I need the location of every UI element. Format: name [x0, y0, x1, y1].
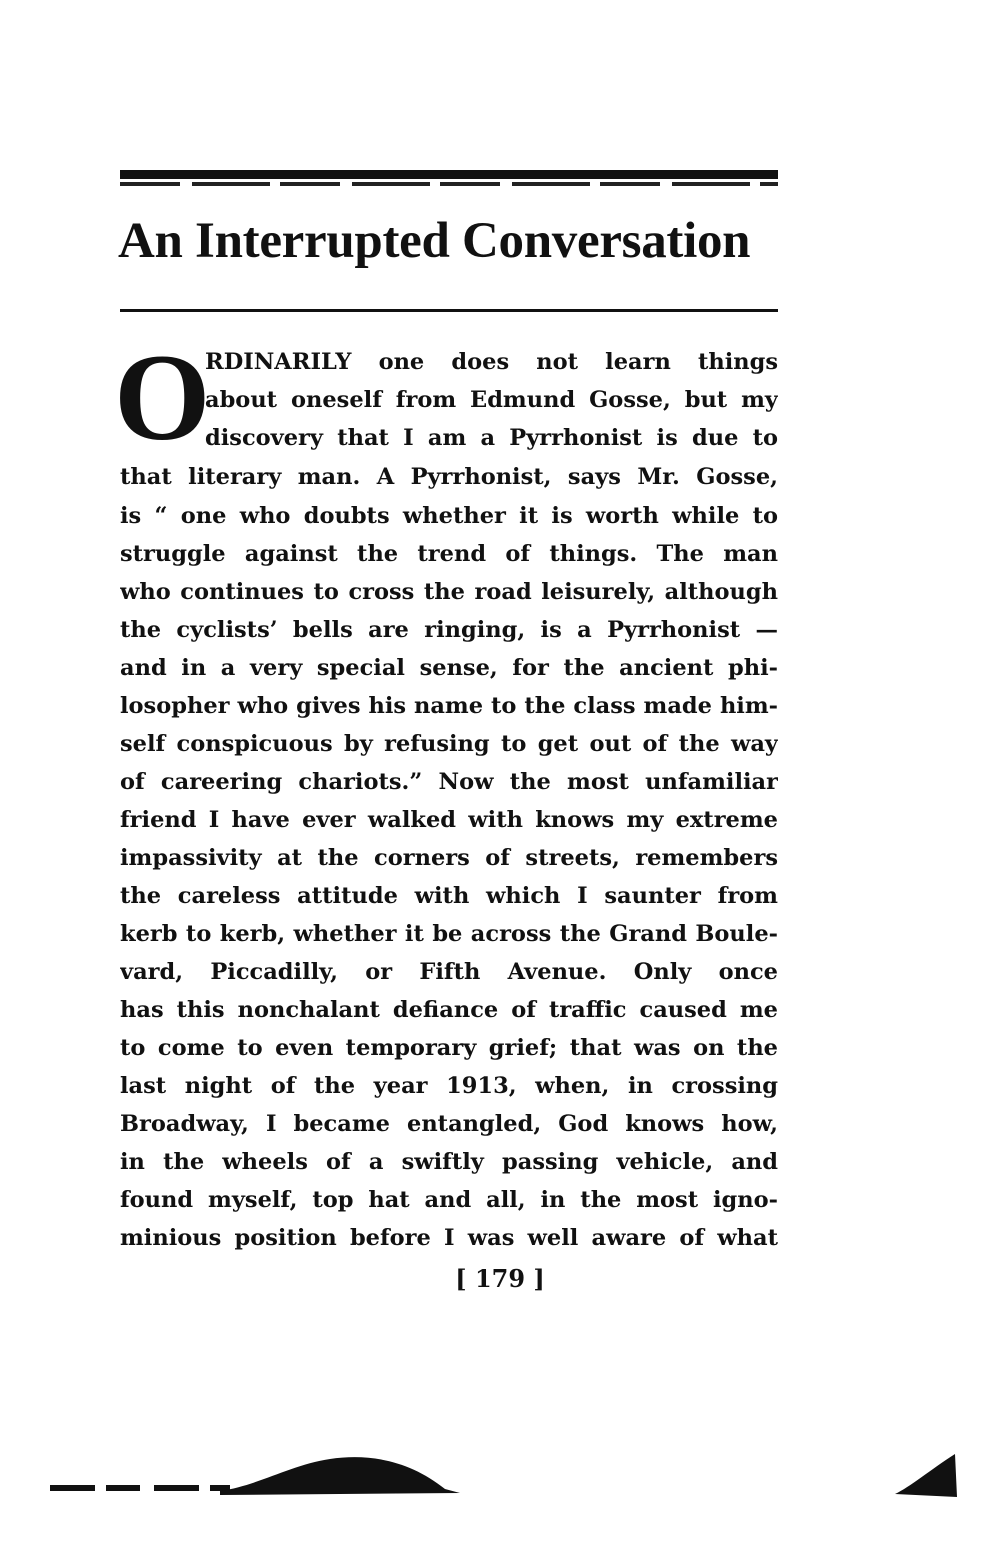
text-line: Broadway, I became entangled, God knows how, — [120, 1111, 778, 1137]
text-line: discovery that I am a Pyrrhonist is due to — [205, 425, 778, 451]
text-line: impassivity at the corners of streets, remembers — [120, 845, 778, 871]
text-line: found myself, top hat and all, in the most igno- — [120, 1187, 778, 1213]
scan-artifact-right — [895, 1452, 957, 1497]
text-line: friend I have ever walked with knows my extreme — [120, 807, 778, 833]
text-line: self conspicuous by refusing to get out of the way — [120, 731, 778, 757]
text-line: to come to even temporary grief; that was on the — [120, 1035, 778, 1061]
title-rule — [120, 309, 778, 312]
scan-artifact-left-tail — [50, 1485, 230, 1491]
drop-cap: O — [114, 329, 211, 466]
text-line: and in a very special sense, for the ancient phi- — [120, 655, 778, 681]
text-line: the cyclists’ bells are ringing, is a Pyrrhonist — — [120, 617, 778, 643]
scan-artifact-left — [220, 1455, 460, 1495]
header-rule-thin — [120, 182, 778, 186]
text-line: losopher who gives his name to the class made him- — [120, 693, 778, 719]
text-line: struggle against the trend of things. The man — [120, 541, 778, 567]
text-line: vard, Piccadilly, or Fifth Avenue. Only once — [120, 959, 778, 985]
text-line: who continues to cross the road leisurely, although — [120, 579, 778, 605]
text-line: minious position before I was well aware of what — [120, 1225, 778, 1251]
page-number: [ 179 ] — [455, 1264, 545, 1293]
text-line: is “ one who doubts whether it is worth while to — [120, 503, 778, 529]
text-line: about oneself from Edmund Gosse, but my — [205, 387, 778, 413]
text-line: kerb to kerb, whether it be across the Grand Boule- — [120, 921, 778, 947]
header-rule-thick — [120, 170, 778, 179]
chapter-title: An Interrupted Conversation — [118, 213, 751, 269]
text-line: in the wheels of a swiftly passing vehicle, and — [120, 1149, 778, 1175]
text-line: has this nonchalant defiance of traffic caused me — [120, 997, 778, 1023]
text-line: last night of the year 1913, when, in crossing — [120, 1073, 778, 1099]
text-line: RDINARILY one does not learn things — [205, 349, 778, 375]
text-line: that literary man. A Pyrrhonist, says Mr. Gosse, — [120, 464, 778, 490]
text-line: the careless attitude with which I saunter from — [120, 883, 778, 909]
text-line: of careering chariots.” Now the most unfamiliar — [120, 769, 778, 795]
